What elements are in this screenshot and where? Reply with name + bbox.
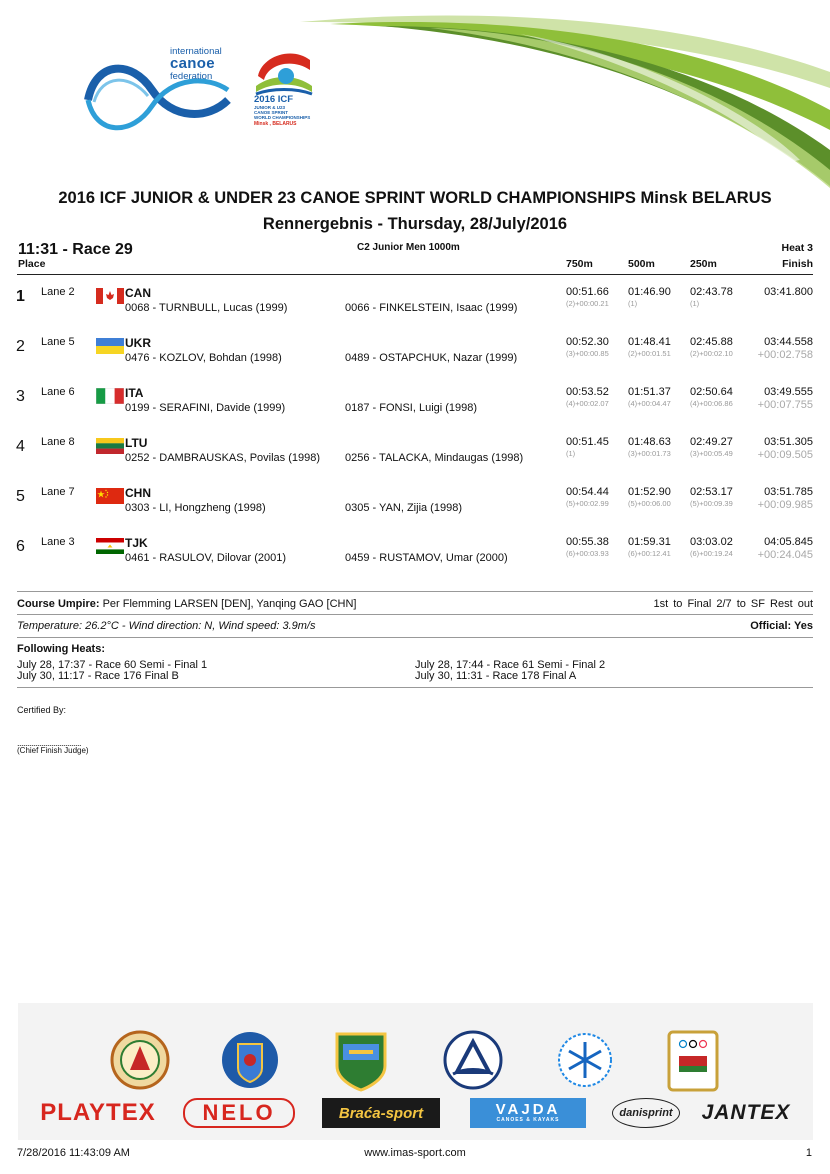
brand-vajda-name: VAJDA [495, 1101, 561, 1118]
finish-time: 04:05.845 [764, 536, 813, 548]
split-250m: 02:45.88 [690, 336, 733, 348]
finish-behind: +00:07.755 [757, 399, 813, 411]
championship-logo-line3: CANOE SPRINT [254, 110, 289, 115]
divider [17, 637, 813, 638]
result-nation: LTU [125, 436, 148, 450]
column-header-500m: 500m [628, 258, 655, 270]
split-250m-rank: (5)+00:09.39 [690, 499, 733, 508]
result-lane: Lane 7 [41, 486, 75, 498]
result-nation: ITA [125, 386, 144, 400]
result-place: 4 [16, 438, 25, 455]
olympic-committee-emblem-icon [667, 1030, 719, 1092]
result-lane: Lane 5 [41, 336, 75, 348]
icf-logo-line2: canoe [170, 55, 215, 72]
signature-line: ................................ [17, 738, 82, 748]
icf-logo-text [170, 46, 222, 82]
ukraine-flag-icon [96, 338, 124, 354]
split-500m-rank: (2)+00:01.51 [628, 349, 671, 358]
result-nation: CHN [125, 486, 151, 500]
italy-flag-icon [96, 388, 124, 404]
brand-vajda [470, 1098, 586, 1128]
page-number: 1 [805, 1147, 812, 1159]
result-athlete-1: 0199 - SERAFINI, Davide (1999) [125, 402, 286, 414]
result-nation: TJK [125, 536, 148, 550]
result-athlete-2: 0459 - RUSTAMOV, Umar (2000) [345, 552, 508, 564]
result-lane: Lane 2 [41, 286, 75, 298]
certified-by-label: Certified By: [17, 705, 67, 715]
finish-time: 03:44.558 [764, 336, 813, 348]
result-row [0, 286, 830, 336]
region-coat-of-arms-icon [333, 1030, 389, 1092]
website-link[interactable]: www.imas-sport.com [364, 1147, 466, 1159]
split-500m: 01:59.31 [628, 536, 671, 548]
following-heats-title: Following Heats: [17, 643, 105, 655]
course-umpire [17, 598, 357, 610]
result-row [0, 536, 830, 586]
finish-time: 03:49.555 [764, 386, 813, 398]
result-place: 2 [16, 338, 25, 355]
championship-logo-line4: WORLD CHAMPIONSHIPS [254, 115, 311, 120]
result-row [0, 336, 830, 386]
finish-behind: +00:02.758 [757, 349, 813, 361]
split-500m-rank: (4)+00:04.47 [628, 399, 671, 408]
result-athlete-2: 0305 - YAN, Zijia (1998) [345, 502, 462, 514]
canada-flag-icon [96, 288, 124, 304]
divider [17, 614, 813, 615]
split-500m: 01:48.63 [628, 436, 671, 448]
qualification-rules: 1st to Final 2/7 to SF Rest out [653, 598, 813, 610]
result-athlete-2: 0187 - FONSI, Luigi (1998) [345, 402, 478, 414]
split-750m-rank: (2)+00:00.21 [566, 299, 609, 308]
result-lane: Lane 3 [41, 536, 75, 548]
result-athlete-1: 0476 - KOZLOV, Bohdan (1998) [125, 352, 282, 364]
result-lane: Lane 6 [41, 386, 75, 398]
split-500m: 01:48.41 [628, 336, 671, 348]
split-750m: 00:52.30 [566, 336, 609, 348]
header-divider [17, 274, 813, 275]
brand-vajda-tagline: CANOES & KAYAKS [496, 1117, 560, 1123]
split-750m: 00:55.38 [566, 536, 609, 548]
result-row [0, 436, 830, 486]
result-athlete-2: 0066 - FINKELSTEIN, Isaac (1999) [345, 302, 518, 314]
championship-logo-text [254, 95, 312, 128]
result-place: 1 [16, 288, 25, 305]
split-500m-rank: (5)+00:06.00 [628, 499, 671, 508]
split-750m: 00:51.66 [566, 286, 609, 298]
weather-info: Temperature: 26.2°C - Wind direction: N, Wind speed: 3.9m/s [17, 620, 316, 632]
following-heat-item: July 28, 17:44 - Race 61 Semi - Final 2 [415, 659, 606, 671]
result-place: 3 [16, 388, 25, 405]
split-250m-rank: (3)+00:05.49 [690, 449, 733, 458]
official-status: Official: Yes [750, 620, 813, 632]
course-umpire-value: Per Flemming LARSEN [DEN], Yanqing GAO [CHN] [102, 598, 357, 610]
split-750m-rank: (5)+00:02.99 [566, 499, 609, 508]
brand-braca-sport: Braća-sport [322, 1098, 440, 1128]
split-250m-rank: (4)+00:06.86 [690, 399, 733, 408]
split-500m: 01:52.90 [628, 486, 671, 498]
split-250m: 03:03.02 [690, 536, 733, 548]
result-athlete-1: 0252 - DAMBRAUSKAS, Povilas (1998) [125, 452, 321, 464]
minsk-coat-of-arms-icon [220, 1030, 280, 1090]
split-750m: 00:54.44 [566, 486, 609, 498]
split-500m: 01:46.90 [628, 286, 671, 298]
icf-logo-line3: federation [170, 71, 213, 82]
divider [17, 591, 813, 592]
divider [17, 687, 813, 688]
icf-logo-line1: international [170, 46, 222, 57]
result-row [0, 486, 830, 536]
split-250m-rank: (6)+00:19.24 [690, 549, 733, 558]
finish-behind: +00:24.045 [757, 549, 813, 561]
column-header-250m: 250m [690, 258, 717, 270]
printed-timestamp: 7/28/2016 11:43:09 AM [17, 1147, 130, 1159]
brand-danisprint: danisprint [612, 1098, 680, 1128]
split-500m: 01:51.37 [628, 386, 671, 398]
finish-time: 03:41.800 [764, 286, 813, 298]
finish-behind: +00:09.505 [757, 449, 813, 461]
page-title: 2016 ICF JUNIOR & UNDER 23 CANOE SPRINT WORLD CHAMPIONSHIPS Minsk BELARUS [58, 189, 772, 207]
split-500m-rank: (1) [628, 299, 638, 308]
china-flag-icon [96, 488, 124, 504]
heat-label: Heat 3 [781, 242, 813, 254]
snowflake-emblem-icon [555, 1030, 615, 1090]
brand-nelo: NELO [183, 1098, 295, 1128]
split-250m-rank: (1) [690, 299, 700, 308]
sports-club-crest-icon [110, 1030, 170, 1090]
column-header-place: Place [18, 258, 46, 270]
brand-jantex: JANTEX [701, 1101, 791, 1124]
race-category: C2 Junior Men 1000m [357, 242, 460, 253]
brand-playtex: PLAYTEX [40, 1099, 156, 1126]
result-lane: Lane 8 [41, 436, 75, 448]
championship-logo-line1: 2016 ICF [254, 94, 294, 105]
split-500m-rank: (3)+00:01.73 [628, 449, 671, 458]
column-header-finish: Finish [782, 258, 813, 270]
split-250m-rank: (2)+00:02.10 [690, 349, 733, 358]
split-750m-rank: (4)+00:02.07 [566, 399, 609, 408]
split-750m: 00:51.45 [566, 436, 609, 448]
finish-time: 03:51.785 [764, 486, 813, 498]
result-nation: CAN [125, 286, 151, 300]
course-umpire-label: Course Umpire: [17, 598, 100, 610]
result-athlete-2: 0489 - OSTAPCHUK, Nazar (1999) [345, 352, 518, 364]
championship-logo-line2: JUNIOR & U23 [254, 105, 286, 110]
result-row [0, 386, 830, 436]
split-750m-rank: (3)+00:00.85 [566, 349, 609, 358]
result-athlete-2: 0256 - TALACKA, Mindaugas (1998) [345, 452, 524, 464]
federation-emblem-icon [443, 1030, 503, 1090]
result-place: 5 [16, 488, 25, 505]
result-place: 6 [16, 538, 25, 555]
split-250m: 02:50.64 [690, 386, 733, 398]
split-750m: 00:53.52 [566, 386, 609, 398]
page-subtitle: Rennergebnis - Thursday, 28/July/2016 [262, 215, 568, 233]
result-athlete-1: 0303 - LI, Hongzheng (1998) [125, 502, 266, 514]
column-header-750m: 750m [566, 258, 593, 270]
split-250m: 02:43.78 [690, 286, 733, 298]
lithuania-flag-icon [96, 438, 124, 454]
race-time-label: 11:31 - Race 29 [18, 241, 133, 258]
finish-time: 03:51.305 [764, 436, 813, 448]
result-athlete-1: 0461 - RASULOV, Dilovar (2001) [125, 552, 287, 564]
result-nation: UKR [125, 336, 151, 350]
following-heat-item: July 28, 17:37 - Race 60 Semi - Final 1 [17, 659, 208, 671]
tajikistan-flag-icon [96, 538, 124, 554]
following-heat-item: July 30, 11:17 - Race 176 Final B [17, 670, 179, 682]
split-500m-rank: (6)+00:12.41 [628, 549, 671, 558]
split-750m-rank: (6)+00:03.93 [566, 549, 609, 558]
split-250m: 02:53.17 [690, 486, 733, 498]
chief-judge-label: (Chief Finish Judge) [17, 746, 89, 755]
result-athlete-1: 0068 - TURNBULL, Lucas (1999) [125, 302, 288, 314]
split-250m: 02:49.27 [690, 436, 733, 448]
finish-behind: +00:09.985 [757, 499, 813, 511]
championship-logo-line5: Minsk , BELARUS [254, 121, 297, 127]
following-heat-item: July 30, 11:31 - Race 178 Final A [415, 670, 577, 682]
split-750m-rank: (1) [566, 449, 576, 458]
